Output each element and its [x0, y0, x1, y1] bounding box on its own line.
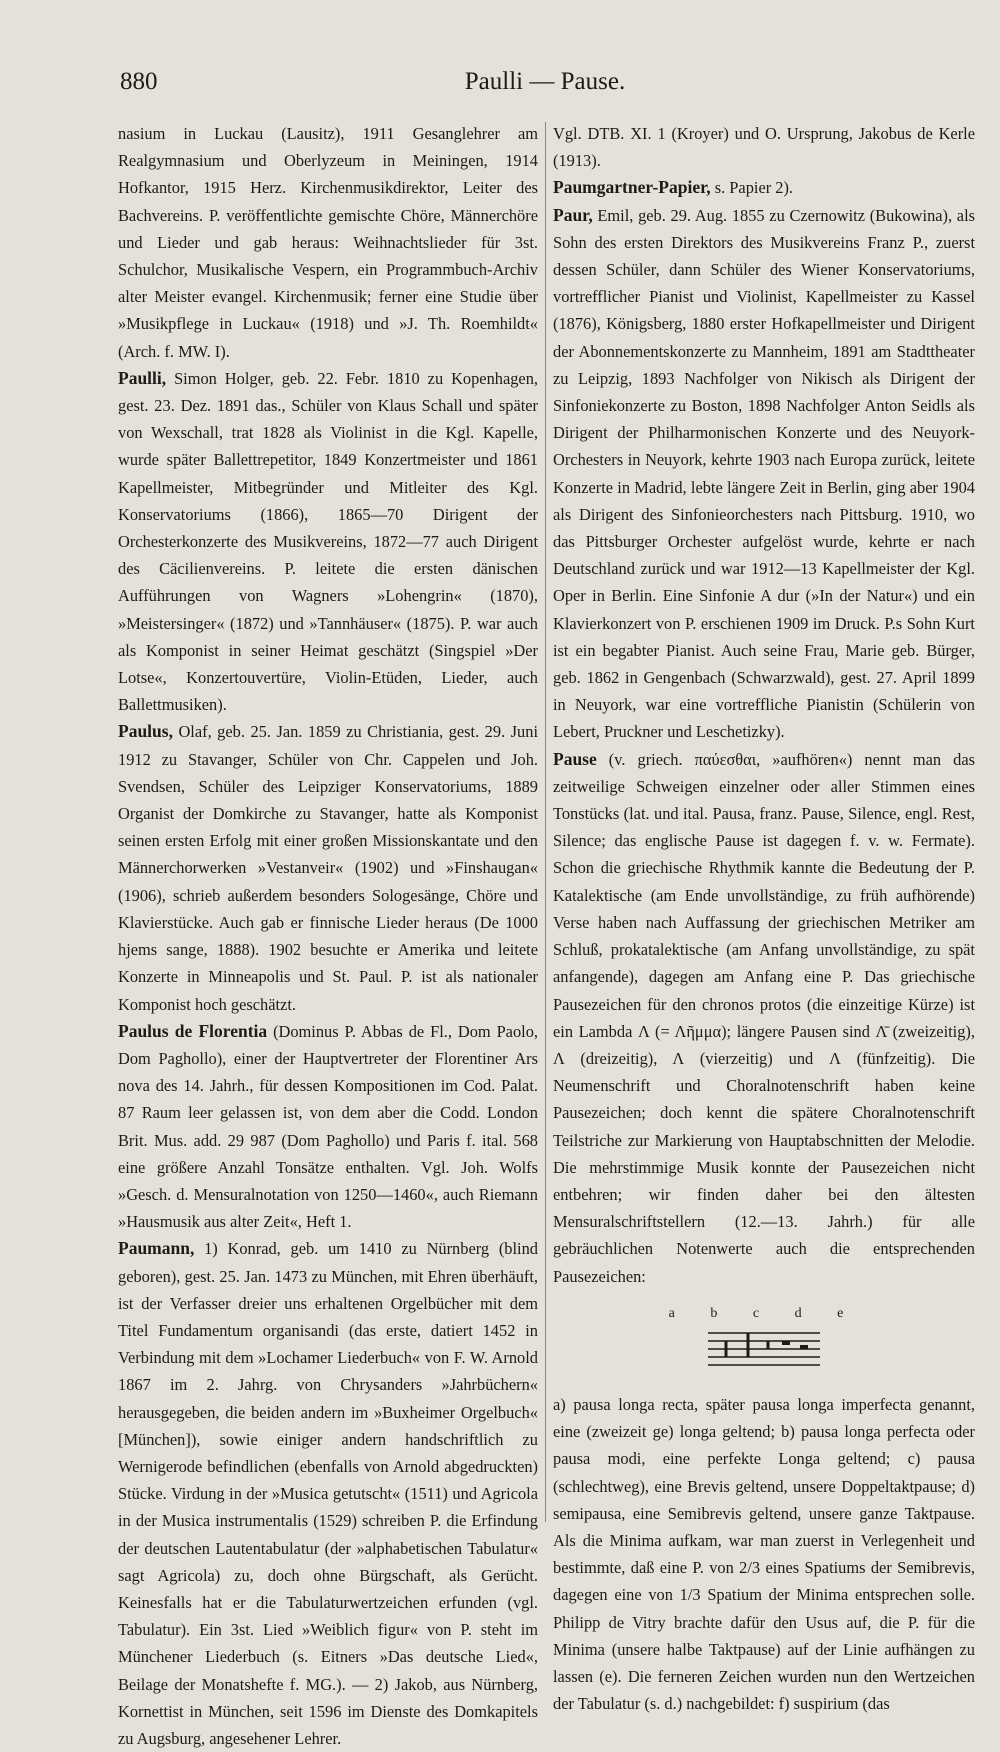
entry-paur — [553, 202, 975, 746]
running-title: Paulli — Pause. — [464, 68, 626, 95]
entry-paulus-de-florentia — [118, 1018, 538, 1236]
figure-labels: a b c d e — [668, 1305, 860, 1321]
entry-pause-continued — [553, 1391, 975, 1717]
entry-text: (v. griech. παύεσθαι, »aufhören«) nennt man das zeitweilige Schweigen einzelner oder aller Stimmen eines Tonstücks (lat. und ital. Pausa, franz. Pause, Silence, engl. Rest, Silence; das englische Pause ist dagegen f. v. w. Fermate). Schon die griechische Rhythmik kannte die Bedeutung der P. Katalektische (am Ende unvollständige, zu früh aufhörende) Verse haben nach Auffassung der griechischen Metriker am Schluß, prokatalektische (am Anfang unvollständige, zu spät anfangende), dagegen am Anfang eine P. Das griechische Pausezeichen für den chronos protos (die einzeitige Kürze) ist ein Lambda Λ (= Λῆμμα); längere Pausen sind Λ̄ (zweizeitig), Λ (dreizeitig), Λ (vierzeitig) und Λ (fünfzeitig). Die Neumenschrift und Choralnotenschrift haben keine Pausezeichen; doch kennt die spätere Choralnotenschrift Teilstriche zur Markierung von Hauptabschnitten der Melodie. Die mehrstimmige Musik konnte der Pausezeichen nicht entbehren; wir finden daher bei den ältesten Mensuralschriftstellern (12.—13. Jahrh.) für alle gebräuchlichen Notenwerte auch die entsprechenden Pausezeichen: — [553, 749, 975, 1286]
lemma: Paumann, — [118, 1238, 195, 1259]
lemma: Paumgartner-Papier, — [553, 177, 711, 198]
entry-pause — [553, 746, 975, 1290]
lemma: Paulli, — [118, 367, 167, 388]
entry-continuation — [118, 120, 538, 365]
entry-continuation-right — [553, 120, 975, 174]
entry-paumann — [118, 1235, 538, 1752]
entry-text: Olaf, geb. 25. Jan. 1859 zu Christiania, gest. 29. Juni 1912 zu Stavanger, Schüler von Chr. Cappelen und Joh. Svendsen, Schüler des Leipziger Konservatoriums, 1889 Organist der Domkirche zu Stavanger, hatte als Komponist seinen ersten Erfolg mit einer großen Missionskantate und den Männerchorwerken »Vestanveir« (1902) und »Finshaugan« (1906), schrieb außerdem besonders Sologesänge, Chöre und Klavierstücke. Auch gab er finnische Lieder heraus (De 1000 hjems sange, 1888). 1902 besuchte er Amerika und leitete Konzerte in Minneapolis und St. Paul. P. ist als nationaler Komponist hoch geschätzt. — [118, 722, 538, 1014]
entry-text: a) pausa longa recta, später pausa longa imperfecta genannt, eine (zweizeit ge) longa geltend; b) pausa longa perfecta oder pausa modi, eine perfekte Longa geltend; c) pausa (schlechtweg), eine Brevis geltend, unsere Doppeltaktpause; d) semipausa, eine Semibrevis geltend, unsere ganze Taktpause. Als die Minima aufkam, war man zuerst in Verlegenheit und bestimmte, daß eine P. von 2/3 eines Spatiums der Semibrevis, dagegen eine von 1/3 Spatium der Minima entsprechen solle. Philipp de Vitry brachte dafür den Usus auf, die P. für die Minima (unsere halbe Taktpause) auf der Linie aufhängen zu lassen (e). Die ferneren Zeichen wurden nun den Wertzeichen der Tabulatur (s. d.) nachgebildet: f) suspirium (das — [553, 1394, 975, 1714]
entry-text: (Dominus P. Abbas de Fl., Dom Paolo, Dom Paghollo), einer der Hauptvertreter der Florentiner Ars nova des 14. Jahrh., für dessen Kompositionen im Cod. Palat. 87 Raum leer gelassen ist, von dem aber die Codd. London Brit. Mus. add. 29 987 (Dom Paghollo) und Paris f. ital. 568 eine größere Anzahl Tonsätze enthalten. Vgl. Joh. Wolfs »Gesch. d. Mensuralnotation von 1250—1460«, auch Riemann »Hausmusik aus alter Zeit«, Heft 1. — [118, 1021, 538, 1232]
lemma: Paulus, — [118, 721, 173, 742]
entry-paumgartner-papier — [553, 174, 975, 201]
entry-text: Simon Holger, geb. 22. Febr. 1810 zu Kopenhagen, gest. 23. Dez. 1891 das., Schüler von Klaus Schall und später von Wexschall, trat 1828 als Violinist in die Kgl. Kapelle, wurde später Ballettrepetitor, 1849 Konzertmeister und 1861 Kapellmeister, Mitbegründer und Mitleiter des Kgl. Konservatoriums (1866), 1865—70 Dirigent der Orchesterkonzerte des Musikvereins, 1872—77 auch Dirigent des Cäcilienvereins. P. leitete die ersten dänischen Aufführungen von Wagners »Lohengrin« (1870), »Meistersinger« (1872) und »Tannhäuser« (1875). P. war auch als Komponist in seiner Heimat geschätzt (Singspiel »Der Lotse«, Konzertouvertüre, Violin-Etüden, Lieder, auch Ballettmusiken). — [118, 368, 538, 715]
entry-paulli — [118, 365, 538, 719]
page-header — [120, 68, 970, 108]
entry-text: 1) Konrad, geb. um 1410 zu Nürnberg (blind geboren), gest. 25. Jan. 1473 zu München, mit Ehren überhäuft, ist der Verfasser dreier uns erhaltenen Orgelbücher mit dem Titel Fundamentum organisandi (das erste, datiert 1452 in Verbindung mit dem »Lochamer Liederbuch« von F. W. Arnold 1867 im 2. Jahrg. von Chrysanders »Jahrbüchern« herausgegeben, die beiden andern im »Buxheimer Orgelbuch« [München]), sowie einiger andern handschriftlich zu Wernigerode befindlichen (ebenfalls von Arnold abgedruckten) Stücke. Virdung in der »Musica getutscht« (1511) und Agricola in der Musica instrumentalis (1529) schreiben P. die Erfindung der deutschen Lautentabulatur (der »alphabetischen Tabulatur« sagt Agricola) zu, doch ohne Bürgschaft, als Gerücht. Keinesfalls hat er die Tabulaturwertzeichen erfunden (vgl. Tabulatur). Ein 3st. Lied »Weiblich figur« von P. steht im Münchener Liederbuch (s. Eitners »Das deutsche Lied«, Beilage der Monatshefte f. MG.). — 2) Jakob, aus Nürnberg, Kornettist in München, seit 1596 im Dienste des Domkapitels zu Augsburg, angesehener Lehrer. — [118, 1239, 538, 1748]
entry-text: s. Papier 2). — [710, 178, 794, 198]
column-divider — [545, 122, 546, 1522]
entry-text: Emil, geb. 29. Aug. 1855 zu Czernowitz (Bukowina), als Sohn des ersten Direktors des Musikvereins Franz P., zuerst dessen Schüler, dann Schüler des Wiener Konservatoriums, vortrefflicher Pianist und Violinist, Kapellmeister zu Kassel (1876), Königsberg, 1880 erster Hofkapellmeister und Dirigent der Abonnementskonzerte zu Mannheim, 1891 am Stadttheater zu Leipzig, 1893 Nachfolger von Nikisch als Dirigent der Sinfoniekonzerte zu Boston, 1898 Nachfolger Anton Seidls als Dirigent der Philharmonischen Konzerte und des Neuyork-Orchesters in Neuyork, kehrte 1903 nach Europa zurück, leitete Konzerte in Madrid, lebte längere Zeit in Berlin, ging aber 1904 als Dirigent des Sinfonieorchesters nach Pittsburg. 1910, wo das Pittsburger Orchester aufgelöst wurde, kehrte er nach Deutschland zurück und war 1912—13 Kapellmeister der Kgl. Oper in Berlin. Eine Sinfonie A dur (»In der Natur«) und ein Klavierkonzert von P. erschienen 1909 im Druck. P.s Sohn Kurt ist ein begabter Pianist. Auch seine Frau, Marie geb. Bürger, geb. 1862 in Gengenbach (Schwarzwald), gest. 27. April 1899 in Neuyork, war eine vortreffliche Pianistin (Schülerin von Lebert, Pruckner und Leschetizky). — [553, 205, 975, 742]
rest-notation-figure — [553, 1300, 975, 1371]
entry-paulus — [118, 718, 538, 1017]
entry-text: nasium in Luckau (Lausitz), 1911 Gesanglehrer am Realgymnasium und Oberlyzeum in Meiningen, 1914 Hofkantor, 1915 Herz. Kirchenmusikdirektor, Leiter des Bachvereins. P. veröffentlichte gemischte Chöre, Männerchöre und Lieder und gab heraus: Weihnachtslieder für 3st. Schulchor, Musikalische Vespern, ein Programmbuch-Archiv alter Meister evangel. Kirchenmusik; ferner eine Studie über »Musikpflege in Luckau« (1918) und »J. Th. Roemhildt« (Arch. f. MW. I). — [118, 124, 538, 361]
right-column — [553, 120, 975, 1714]
page-number: 880 — [120, 68, 158, 95]
staff-rest-symbols — [704, 1327, 824, 1371]
lemma: Paur, — [553, 204, 593, 225]
lemma: Paulus de Florentia — [118, 1020, 268, 1041]
entry-text: Vgl. DTB. XI. 1 (Kroyer) und O. Ursprung, Jakobus de Kerle (1913). — [553, 124, 975, 171]
left-column — [118, 120, 538, 1748]
lemma: Pause — [553, 748, 597, 769]
